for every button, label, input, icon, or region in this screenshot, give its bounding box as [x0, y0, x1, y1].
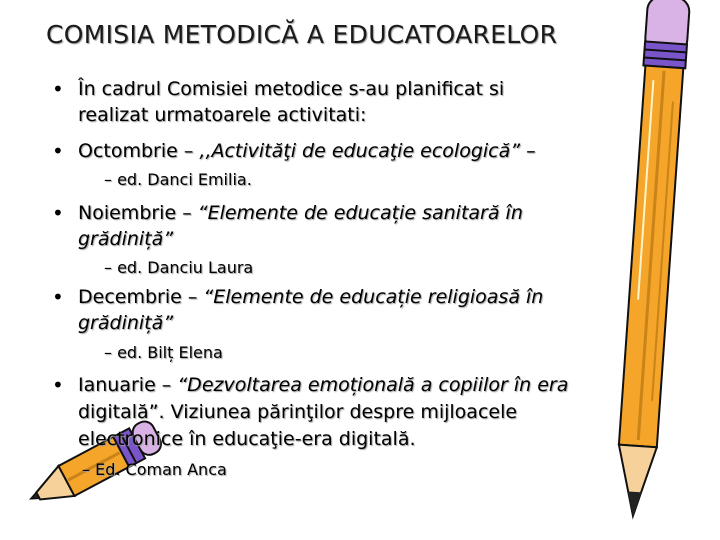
bullet: •	[52, 285, 64, 309]
activity-author: – ed. Danciu Laura	[104, 258, 254, 277]
activity-title: ,,Activităţi de educaţie ecologică” –	[199, 140, 536, 162]
activity-january	[78, 374, 568, 396]
activity-author: – Ed. Coman Anca	[82, 460, 227, 479]
month-label: Octombrie –	[78, 140, 200, 162]
activity-title-cont: grădiniță”	[78, 228, 174, 250]
activity-author: – ed. Danci Emilia.	[104, 170, 252, 189]
month-label: Ianuarie –	[78, 374, 178, 396]
bullet: •	[52, 201, 64, 225]
month-label: Decembrie –	[78, 286, 204, 308]
activity-november	[78, 202, 523, 224]
pencil-icon	[596, 0, 720, 540]
activity-title: “Dezvoltarea emoțională a copiilor în era	[177, 374, 569, 396]
activity-december	[78, 286, 543, 308]
intro-line-1: În cadrul Comisiei metodice s-au planificat si	[78, 78, 505, 100]
activity-author: – ed. Bilț Elena	[104, 343, 223, 362]
bullet: •	[52, 77, 64, 101]
activity-october	[78, 140, 536, 162]
activity-title-cont: digitală”. Viziunea părinţilor despre mijloacele	[78, 401, 518, 423]
activity-title: “Elemente de educație religioasă în	[203, 286, 544, 308]
month-label: Noiembrie –	[78, 202, 198, 224]
activity-title-cont: electronice în educaţie-era digitală.	[78, 428, 416, 450]
bullet: •	[52, 139, 64, 163]
activity-title-cont: grădiniță”	[78, 312, 174, 334]
intro-line-2: realizat urmatoarele activitati:	[78, 104, 367, 126]
activity-title: “Elemente de educație sanitară în	[197, 202, 523, 224]
bullet: •	[52, 373, 64, 397]
slide-title: COMISIA METODICĂ A EDUCATOARELOR	[46, 20, 558, 49]
